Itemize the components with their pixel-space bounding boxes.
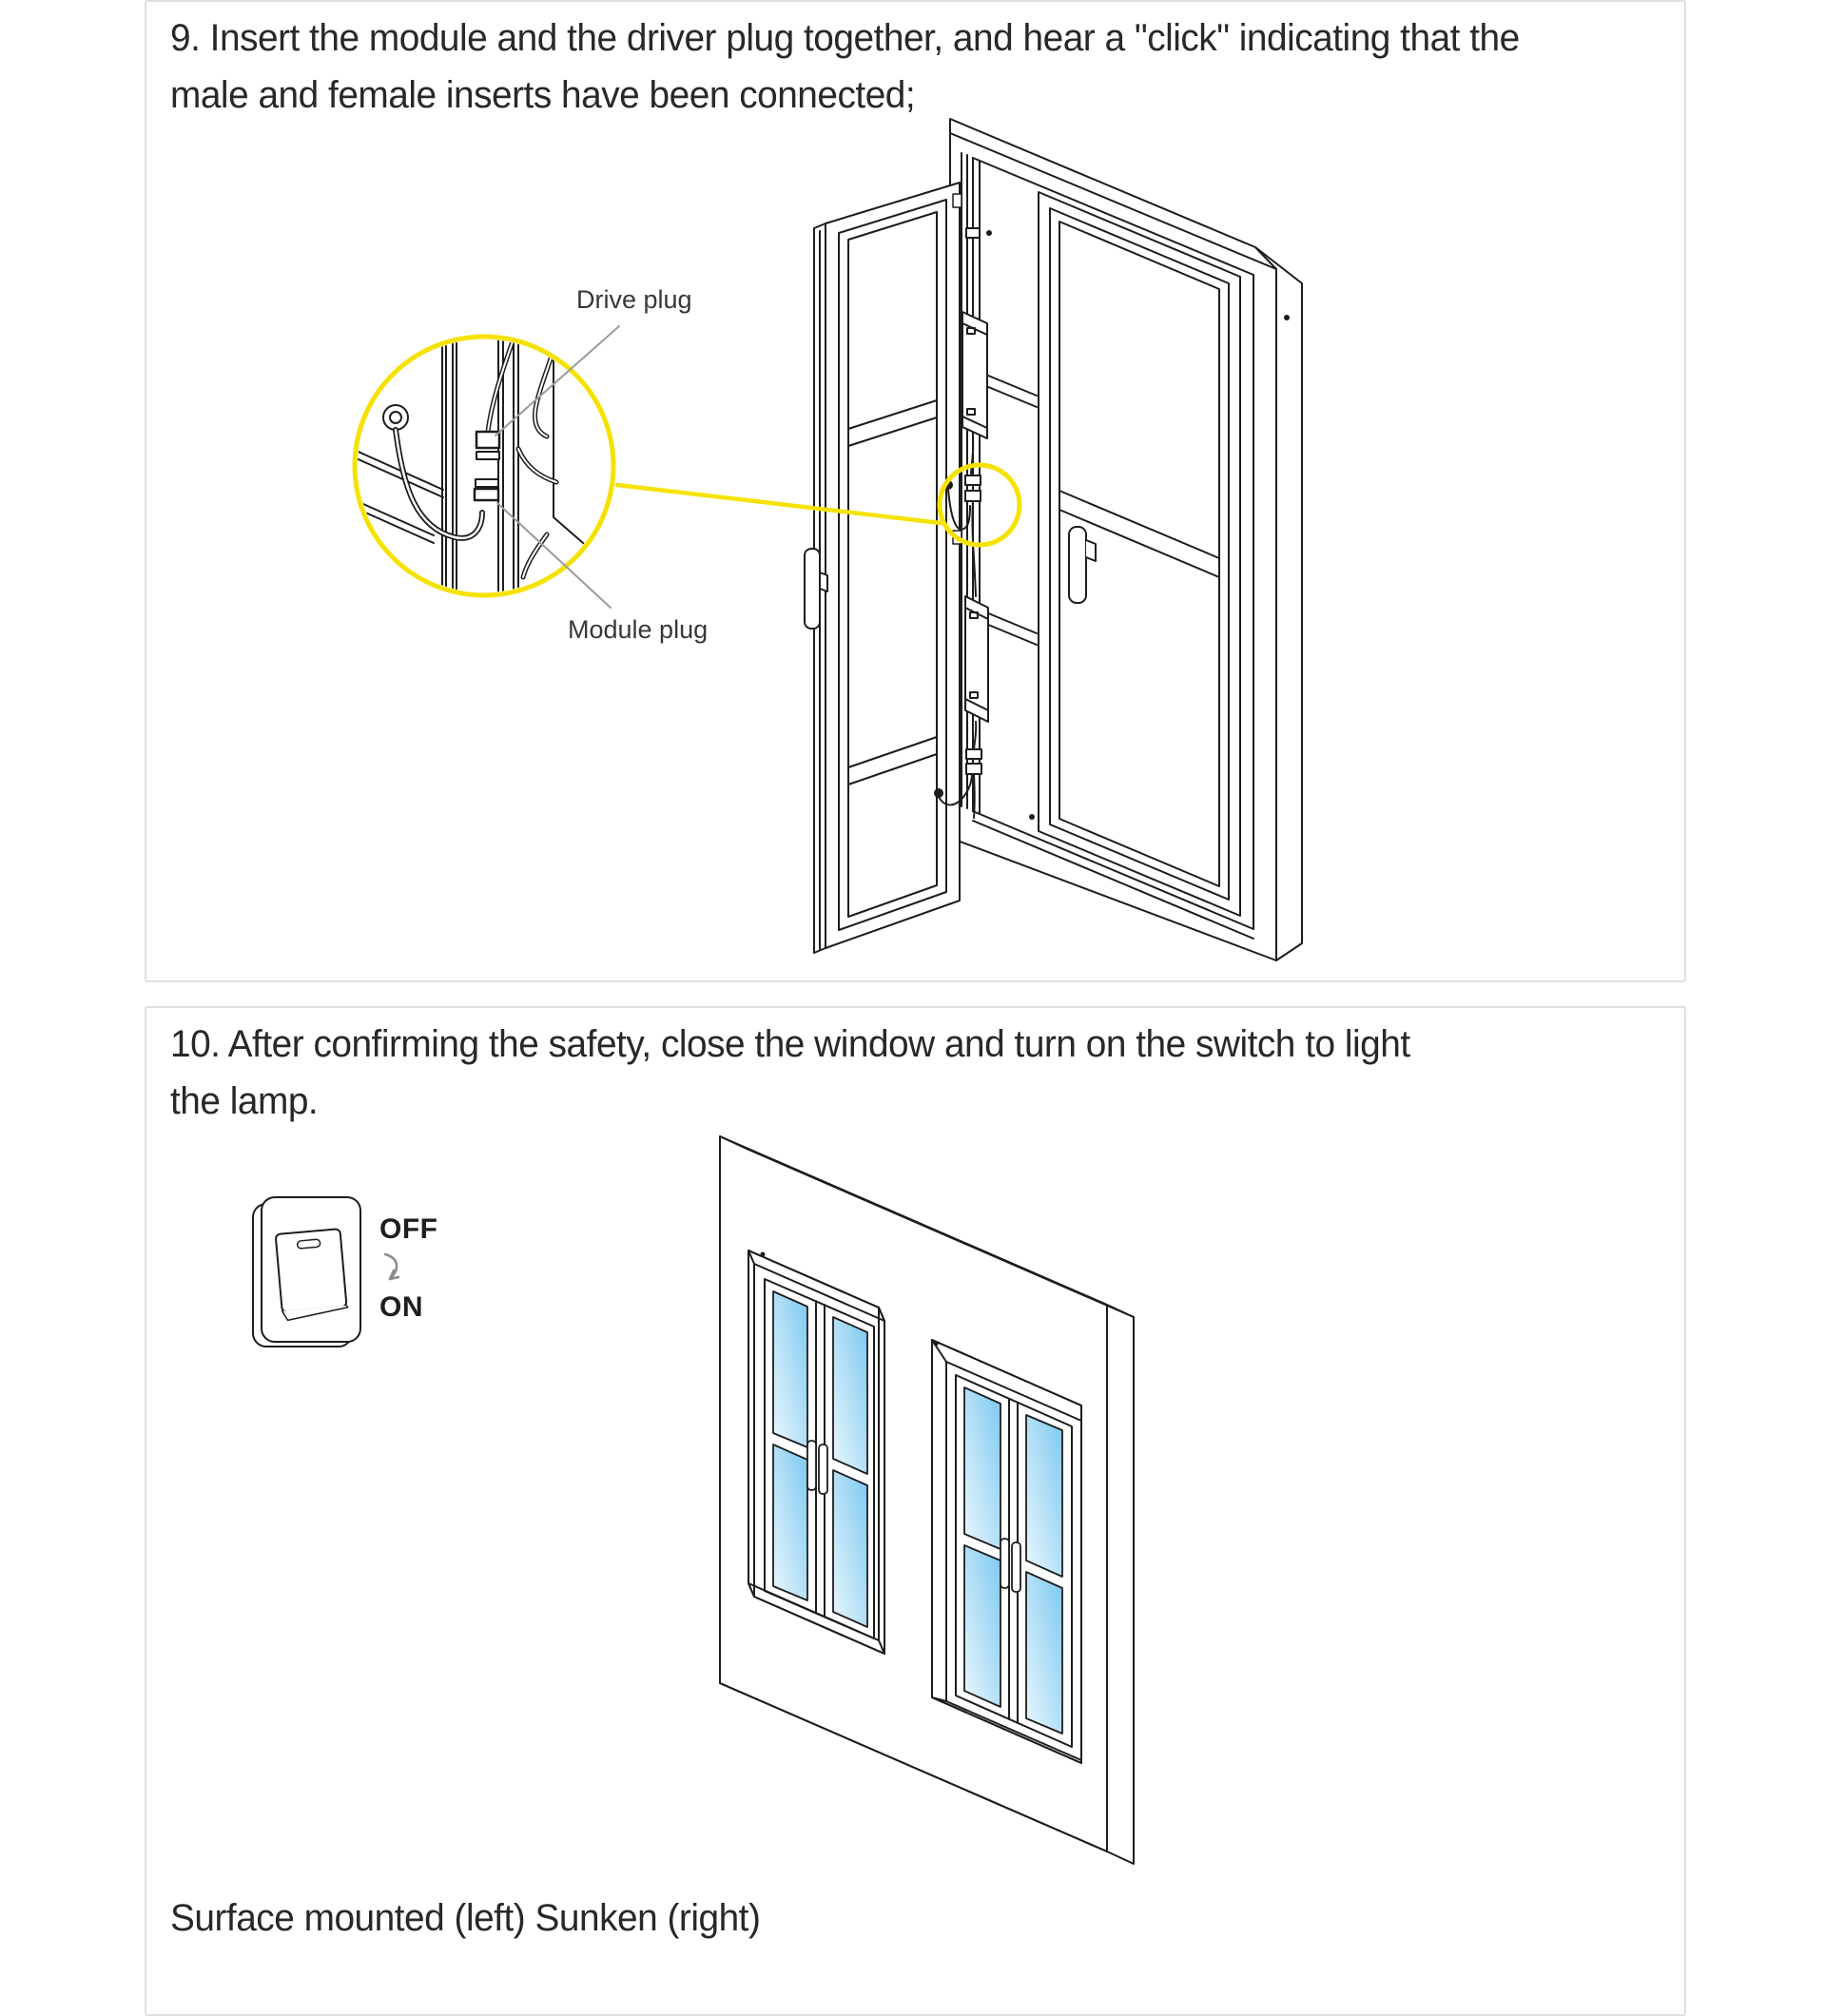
window-handle <box>1000 1539 1009 1588</box>
fixed-sash <box>1039 192 1240 916</box>
rotate-arrow-icon <box>378 1251 406 1286</box>
window-handle <box>819 1444 827 1494</box>
mounting-caption: Surface mounted (left) Sunken (right) <box>170 1897 761 1939</box>
window-handle <box>807 1441 816 1490</box>
step-9-heading-line1: 9. Insert the module and the driver plug together, and hear a "click" indicating that the <box>170 17 1520 59</box>
step-10-heading-line1: 10. After confirming the safety, close the window and turn on the switch to light <box>170 1023 1410 1065</box>
surface-mounted-window <box>748 1250 884 1654</box>
step-10-panel <box>145 1006 1686 2016</box>
switch-on-label: ON <box>379 1291 423 1323</box>
module-plug-connector <box>475 489 498 500</box>
step-9-panel <box>145 0 1686 982</box>
step-9-heading-line2: male and female inserts have been connected; <box>170 74 916 116</box>
step-10-heading-line2: the lamp. <box>170 1080 319 1122</box>
fixed-sash-handle <box>1069 527 1086 603</box>
step-10-illustration <box>146 1008 1684 2014</box>
open-sash-handle <box>805 549 820 629</box>
window-handle <box>1012 1542 1020 1592</box>
switch-rocker <box>276 1229 347 1312</box>
sunken-window <box>932 1340 1081 1763</box>
open-sash <box>805 183 962 953</box>
module-plug-label: Module plug <box>568 615 709 644</box>
detail-circle <box>352 294 630 608</box>
drive-plug-label: Drive plug <box>576 285 692 314</box>
light-switch <box>253 1197 360 1347</box>
step-9-illustration <box>146 2 1684 980</box>
switch-off-label: OFF <box>379 1213 438 1245</box>
